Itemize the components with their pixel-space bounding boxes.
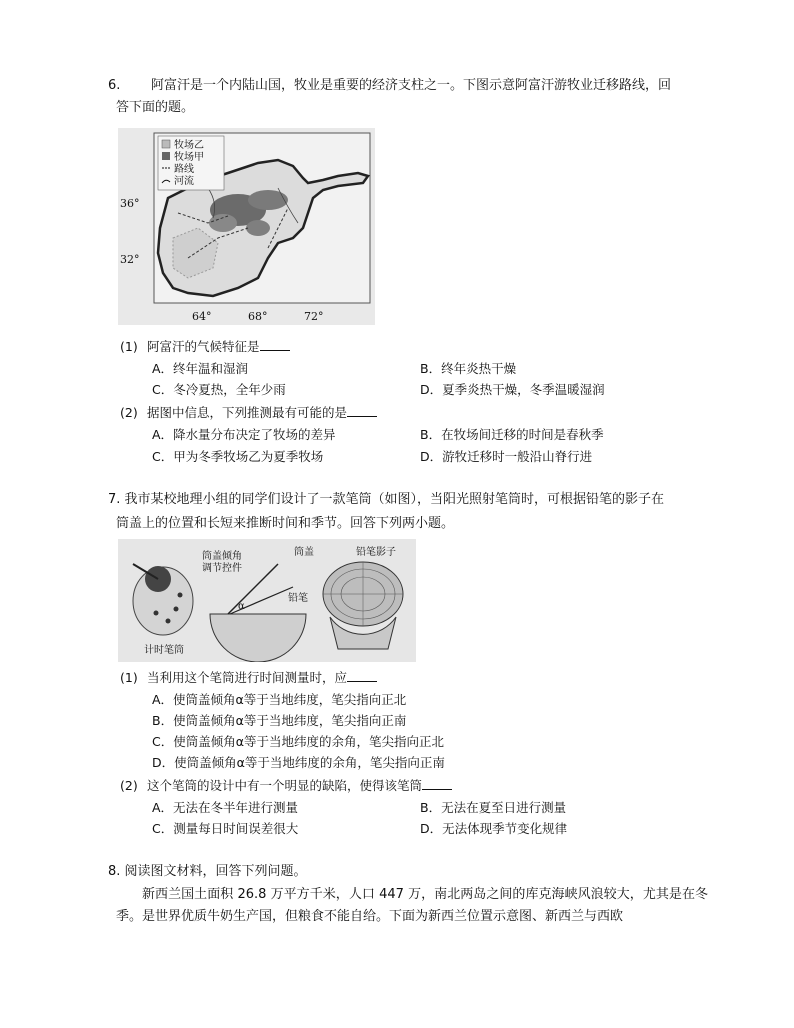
q7-sub2-number: (2) <box>120 778 138 793</box>
q6-sub1-option-c[interactable]: C．冬冷夏热，全年少雨 <box>152 382 286 397</box>
lon-label-68: 68° <box>248 310 268 323</box>
q6-number: 6. <box>108 78 121 93</box>
q7-stem-line2: 筒盖上的位置和长短来推断时间和季节。回答下列两小题。 <box>116 516 455 531</box>
legend-route: 路线 <box>174 164 194 175</box>
q6-sub2-option-b[interactable]: B．在牧场间迁移的时间是春秋季 <box>420 427 604 442</box>
q7-sub1-option-d[interactable]: D．使筒盖倾角α等于当地纬度的余角，笔尖指向正南 <box>152 755 445 770</box>
legend-pasture-a: 牧场甲 <box>174 152 204 163</box>
legend-pasture-b-icon <box>162 140 170 148</box>
q6-sub2-option-a[interactable]: A．降水量分布决定了牧场的差异 <box>152 427 336 442</box>
q6-stem-line1: 阿富汗是一个内陆山国，牧业是重要的经济支柱之一。下图示意阿富汗游牧业迁移路线，回 <box>151 78 672 93</box>
label-pencil-shadow: 铅笔影子 <box>356 547 396 558</box>
q6-sub1-number: (1) <box>120 339 138 354</box>
lat-label-32: 32° <box>120 253 140 266</box>
q6-sub1-option-d[interactable]: D．夏季炎热干燥，冬季温暖湿润 <box>420 382 605 397</box>
legend-pasture-b: 牧场乙 <box>174 140 204 151</box>
label-pencil: 铅笔 <box>288 593 308 604</box>
pen-holder-figure <box>118 539 416 662</box>
lon-label-64: 64° <box>192 310 212 323</box>
afghanistan-map-figure <box>118 128 375 325</box>
q6-sub1-option-b[interactable]: B．终年炎热干燥 <box>420 361 517 376</box>
q6-sub2-stem: 据图中信息，下列推测最有可能的是 <box>147 404 377 423</box>
label-lid: 筒盖 <box>294 547 314 558</box>
q6-sub2-option-c[interactable]: C．甲为冬季牧场乙为夏季牧场 <box>152 449 324 464</box>
q7-sub2-option-a[interactable]: A．无法在冬半年进行测量 <box>152 800 299 815</box>
afghanistan-map <box>118 128 375 325</box>
answer-blank[interactable] <box>260 338 290 351</box>
q8-paragraph: 新西兰国土面积 26.8 万平方千米，人口 447 万，南北两岛之间的库克海峡风浪较大，尤其是在冬季。是世界优质牛奶生产国，但粮食不能自给。下面为新西兰位置示意图、新西兰与西欧 <box>116 887 708 924</box>
q6-sub2-number: (2) <box>120 405 138 420</box>
legend-river: 河流 <box>174 176 194 187</box>
q7-sub1-number: (1) <box>120 670 138 685</box>
answer-blank[interactable] <box>347 404 377 417</box>
lon-label-72: 72° <box>304 310 324 323</box>
q7-sub1-option-a[interactable]: A．使筒盖倾角α等于当地纬度，笔尖指向正北 <box>152 692 407 707</box>
q7-sub2-option-d[interactable]: D．无法体现季节变化规律 <box>420 821 568 836</box>
label-adjust-control: 调节控件 <box>202 563 242 574</box>
q8-stem-line1: 8. 阅读图文材料，回答下列问题。 <box>108 864 307 879</box>
q7-sub1-option-b[interactable]: B．使筒盖倾角α等于当地纬度，笔尖指向正南 <box>152 713 407 728</box>
q7-sub1-option-c[interactable]: C．使筒盖倾角α等于当地纬度的余角，笔尖指向正北 <box>152 734 444 749</box>
label-lid-angle: 筒盖倾角 <box>202 551 242 562</box>
answer-blank[interactable] <box>347 669 377 682</box>
q7-sub2-option-c[interactable]: C．测量每日时间误差很大 <box>152 821 299 836</box>
q6-sub1-option-a[interactable]: A．终年温和湿润 <box>152 361 249 376</box>
q7-stem-line1: 7. 我市某校地理小组的同学们设计了一款笔筒（如图），当阳光照射笔筒时，可根据铅笔的影子在 <box>108 492 665 507</box>
q7-sub2-stem: 这个笔筒的设计中有一个明显的缺陷，使得该笔筒 <box>147 777 452 796</box>
label-alpha: α <box>238 601 245 612</box>
q6-sub1-stem: 阿富汗的气候特征是 <box>147 338 290 357</box>
q6-sub2-option-d[interactable]: D．游牧迁移时一般沿山脊行进 <box>420 449 593 464</box>
q7-sub2-option-b[interactable]: B．无法在夏至日进行测量 <box>420 800 567 815</box>
label-timing-pen-holder: 计时笔筒 <box>144 645 184 656</box>
pen-holder-diagram <box>118 539 416 662</box>
legend-pasture-a-icon <box>162 152 170 160</box>
lat-label-36: 36° <box>120 197 140 210</box>
q7-sub1-stem: 当利用这个笔筒进行时间测量时，应 <box>147 669 377 688</box>
answer-blank[interactable] <box>422 777 452 790</box>
q6-stem-line2: 答下面的题。 <box>116 100 195 115</box>
